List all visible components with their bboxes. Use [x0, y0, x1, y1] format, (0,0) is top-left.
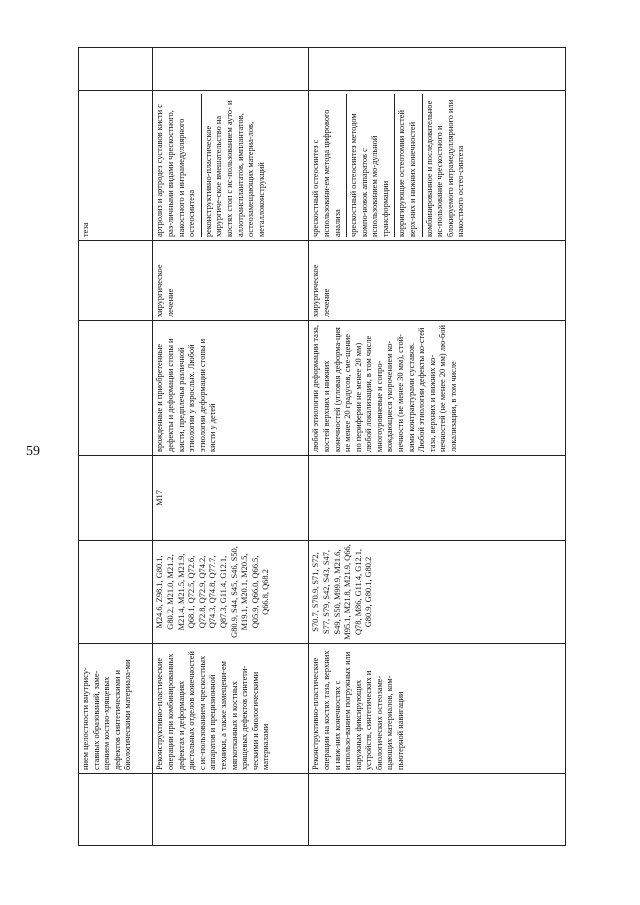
table-cell [79, 456, 153, 541]
table-cell [79, 321, 153, 456]
table-row [153, 48, 309, 846]
table-cell [153, 774, 309, 846]
table-cell: S70.7, S70.9, S71, S72, S77, S79, S42, S43, S47, S49, S50, М99.9, М21.6, М95.1, М21.8, М21.9, Q66, Q78, М86, G11.4, G12.1, G80.9, G80.1, G80.2 [309, 541, 566, 644]
table-cell-text: корригирующие остеотомии костей верх-них и нижних конечностей [394, 94, 418, 237]
table-cell [309, 774, 566, 846]
table-cell [79, 48, 153, 91]
table-cell [309, 48, 566, 91]
table-cell: хирургическое лечение [309, 241, 566, 321]
table-cell: Реконструктивно-пластические операции при комбинированных дефектах и деформациях дистальных отделов конечностей с ис-пользованием чрескостных аппаратов и прецизионной техники, а также замещени-ем мягкотканных и костных хрящевых дефектов синтети-ческими и биологическими материалами [153, 644, 309, 774]
table-cell [309, 91, 566, 241]
table-cell: М24.6, Z98.1, G80.1, G80.2, М21.0, М21.2, М21.4, М21.5, М21.9, Q68.1, Q72.5, Q72.6, Q72.8, Q72.9, Q74.2, Q74.3, Q74.8, Q77.7, Q87.3, G11.4, G12.1, G80.9, S44, S45, S46, S50, М19.1, М20.1, М20.5, Q05.9, Q66.0, Q66.5, Q66.8, Q68.2 [153, 541, 309, 644]
table-row [309, 48, 566, 846]
table-cell [79, 541, 153, 644]
table-cell: Реконструктивно-пластические операции на костях таза, верхних и ниж-них конечностях с использо-ванием погружных или наружных фиксирующих устройств, синтетических и биологических остеозаме-щающих материалов, ком-пьютерной навигации [309, 644, 566, 774]
table-cell: нием целостности внутрису-ставных образований, заме-щением костно-хрящевых дефектов синтетическими и биологическими материала-ми [79, 644, 153, 774]
table-cell: любой этиологии деформации таза, костей верхних и нижних конечностей (угловая деформа-ция не менее 20 градусов, сме-щение по периферии не менее 20 мм) любой локализации, в том числе многоуровневые и сопро-вождающиеся укорочением ко-нечности (не менее 30 мм), стой-кими контрактурами суставов. Любой этиологии дефекты ко-стей таза, верхних и нижних ко-нечностей (не менее 20 мм) лю-бой локализации, в том числе [309, 321, 566, 456]
table-cell-text: чрескостный остеосинтез с использовани-ем метода цифрового анализа [311, 109, 342, 237]
table-cell: врожденные и приобретенные дефекты и деформации стопы и кисти, предплечья различной этиологии у взрослых. Любой этиологии деформации стопы и кисти у детей [153, 321, 309, 456]
table-cell-text: чрескостный остеосинтез методом компо-новок аппаратов с использованием мо-дульной трансформации [346, 94, 391, 237]
table-cell [153, 48, 309, 91]
rotated-table-container [78, 48, 566, 846]
table-cell: теза [79, 91, 153, 241]
table-cell-text: комбинированное и последовательное ис-пользование чрескостного и блокируемого интрамедуллярного или накостного остео-синтеза [422, 94, 467, 237]
table-cell [309, 456, 566, 541]
table-cell [153, 91, 309, 241]
table-cell: М17 [153, 456, 309, 541]
table-row [79, 48, 153, 846]
table-cell [79, 241, 153, 321]
rotated-table [78, 48, 566, 846]
table-cell: хирургическое лечение [153, 241, 309, 321]
table-cell [79, 774, 153, 846]
table-cell-text: реконструктивно-пластическое хирургиче-ское вмешательство на костях стоп с ис-пользованием ауто- и аллотрансплантатов, имплантатов, остеозамещающих материа-лов, металлоконструкций [201, 94, 268, 237]
table-cell-text: артролиз и артродез суставов кисти с раз-личными видами чрескостного, накостного и интрамедуллярного остеосинтеза [155, 104, 197, 237]
page-number: 59 [26, 444, 40, 459]
